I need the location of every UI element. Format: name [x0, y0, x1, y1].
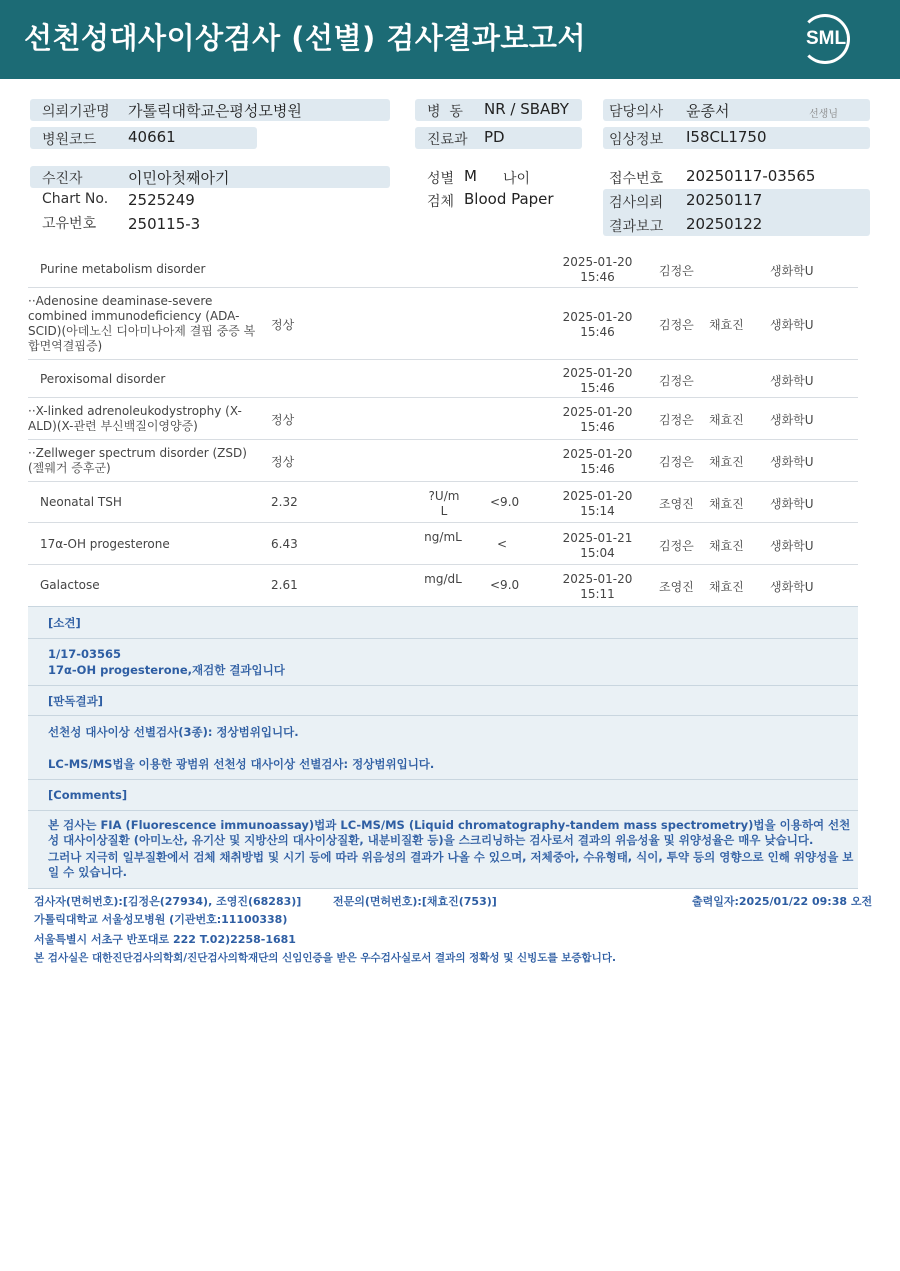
dept-label: 진료과	[427, 132, 468, 148]
tester: 김정은	[659, 455, 694, 469]
reading-line2: LC-MS/MS법을 이용한 광범위 선천성 대사이상 선별검사: 정상범위입니다.	[48, 757, 435, 771]
opinion-line2: 17α-OH progesterone,재검한 결과입니다	[48, 663, 285, 677]
hospital-code-value: 40661	[128, 128, 176, 146]
test-result: 6.43	[271, 537, 298, 551]
footer-specialist: 전문의(면허번호):[채효진(753)]	[333, 895, 497, 908]
dept: 생화학U	[770, 497, 814, 511]
test-datetime: 2025-01-20 15:46	[562, 366, 633, 395]
request-value: 20250117	[686, 191, 763, 209]
comments-paragraph-2: 그러나 지극히 일부질환에서 검체 채취방법 및 시기 등에 따라 위음성의 결과가 나올 수 있으며, 저체중아, 수유형태, 식이, 투약 등의 영향으로 인해 위양성을 보일 수 있습니다.	[48, 850, 854, 879]
row-divider	[28, 564, 858, 565]
doctor-label: 담당의사	[609, 104, 664, 120]
sex-label: 성별	[427, 171, 455, 187]
report-value: 20250122	[686, 215, 763, 233]
unique-value: 250115-3	[128, 215, 201, 233]
test-datetime: 2025-01-20 15:46	[562, 405, 633, 434]
test-result: 정상	[271, 413, 295, 427]
patient-label: 수진자	[42, 171, 83, 187]
specimen-label: 검체	[427, 194, 455, 210]
tester: 김정은	[659, 264, 694, 278]
test-datetime: 2025-01-20 15:46	[562, 447, 633, 476]
chart-label: Chart No.	[42, 191, 109, 207]
ward-label: 병 동	[427, 104, 463, 120]
footer-org: 가톨릭대학교 서울성모병원 (기관번호:11100338)	[34, 913, 288, 926]
dept: 생화학U	[770, 539, 814, 553]
footer-certification: 본 검사실은 대한진단검사의학회/진단검사의학재단의 신임인증을 받은 우수검사실로서 결과의 정확성 및 신빙도를 보증합니다.	[34, 952, 616, 964]
specimen-value: Blood Paper	[464, 190, 554, 208]
clinical-value: I58CL1750	[686, 128, 767, 146]
test-name: Peroxisomal disorder	[40, 372, 166, 386]
test-name: ··X-linked adrenoleukodystrophy (X-ALD)(X-관련 부신백질이영양증)	[28, 404, 242, 433]
institution-value: 가톨릭대학교은평성모병원	[128, 102, 302, 120]
test-name: 17α-OH progesterone	[40, 537, 170, 551]
test-reference: <9.0	[490, 495, 520, 509]
chart-value: 2525249	[128, 191, 195, 209]
sml-logo	[798, 12, 854, 68]
test-result: 정상	[271, 455, 295, 469]
dept: 생화학U	[770, 455, 814, 469]
checker: 채효진	[709, 580, 744, 594]
test-reference: <	[497, 537, 508, 551]
test-datetime: 2025-01-20 15:46	[562, 255, 633, 284]
doctor-value: 윤종서	[686, 102, 730, 120]
report-header	[0, 0, 900, 79]
tester: 김정은	[659, 374, 694, 388]
notes-divider	[28, 888, 858, 889]
dept: 생화학U	[770, 318, 814, 332]
footer-testers: 검사자(면허번호):[김정은(27934), 조영진(68283)]	[34, 895, 302, 908]
institution-label: 의뢰기관명	[42, 104, 110, 120]
checker: 채효진	[709, 497, 744, 511]
report-title: 선천성대사이상검사 (선별) 검사결과보고서	[24, 21, 586, 55]
checker: 채효진	[709, 539, 744, 553]
dept: 생화학U	[770, 374, 814, 388]
report-label: 결과보고	[609, 219, 664, 235]
notes-divider	[28, 779, 858, 780]
tester: 김정은	[659, 318, 694, 332]
footer-address: 서울특별시 서초구 반포대로 222 T.02)2258-1681	[34, 933, 296, 946]
notes-divider	[28, 638, 858, 639]
notes-divider	[28, 715, 858, 716]
row-divider	[28, 397, 858, 398]
row-divider	[28, 439, 858, 440]
dept: 생화학U	[770, 264, 814, 278]
reading-line1: 선천성 대사이상 선별검사(3종): 정상범위입니다.	[48, 725, 299, 739]
notes-divider	[28, 685, 858, 686]
notes-divider	[28, 606, 858, 607]
receipt-label: 접수번호	[609, 171, 664, 187]
footer-printed: 출력일자:2025/01/22 09:38 오전	[692, 895, 873, 908]
opinion-line1: 1/17-03565	[48, 647, 121, 661]
test-datetime: 2025-01-21 15:04	[562, 531, 633, 560]
test-unit: ?U/mL	[428, 489, 460, 518]
notes-divider	[28, 810, 858, 811]
test-name: Galactose	[40, 578, 100, 592]
test-datetime: 2025-01-20 15:14	[562, 489, 633, 518]
clinical-label: 임상정보	[609, 132, 664, 148]
test-datetime: 2025-01-20 15:46	[562, 310, 633, 339]
hospital-code-label: 병원코드	[42, 132, 97, 148]
test-name: Purine metabolism disorder	[40, 262, 206, 276]
row-divider	[28, 522, 858, 523]
test-result: 2.32	[271, 495, 298, 509]
age-label: 나이	[503, 171, 531, 187]
dept: 생화학U	[770, 580, 814, 594]
sex-value: M	[464, 167, 477, 185]
dept: 생화학U	[770, 413, 814, 427]
comments-paragraph-1: 본 검사는 FIA (Fluorescence immunoassay)법과 LC-MS/MS (Liquid chromatography-tandem mass spectrometry)법을 이용하여 선천성 대사이상질환 (아미노산, 유기산 및 지방산의 대사이상질환, 내분비질환 등)을 스크리닝하는 검사로서 결과의 위음성율 및 위양성율은 매우 낮습니다.	[48, 818, 851, 847]
test-result: 2.61	[271, 578, 298, 592]
reading-title: [판독결과]	[48, 694, 103, 708]
tester: 조영진	[659, 497, 694, 511]
patient-value: 이민아첫째아기	[128, 169, 230, 187]
test-name: ··Adenosine deaminase-severe combined immunodeficiency (ADA-SCID)(아데노신 디아미나아제 결핍 중증 복합면역결핍증)	[28, 294, 256, 353]
request-label: 검사의뢰	[609, 195, 664, 211]
logo-text: SML	[805, 28, 847, 49]
comments-title: [Comments]	[48, 788, 128, 802]
test-unit: ng/mL	[424, 530, 462, 544]
test-name: ··Zellweger spectrum disorder (ZSD)(젤웨거 증후군)	[28, 446, 247, 475]
dept-value: PD	[484, 128, 505, 146]
test-result: 정상	[271, 318, 295, 332]
tester: 조영진	[659, 580, 694, 594]
checker: 채효진	[709, 413, 744, 427]
tester: 김정은	[659, 539, 694, 553]
doctor-suffix: 선생님	[809, 109, 838, 120]
test-reference: <9.0	[490, 578, 520, 592]
opinion-title: [소견]	[48, 616, 81, 630]
row-divider	[28, 287, 858, 288]
row-divider	[28, 359, 858, 360]
row-divider	[28, 481, 858, 482]
test-datetime: 2025-01-20 15:11	[562, 572, 633, 601]
checker: 채효진	[709, 318, 744, 332]
receipt-value: 20250117-03565	[686, 167, 816, 185]
tester: 김정은	[659, 413, 694, 427]
test-name: Neonatal TSH	[40, 495, 122, 509]
checker: 채효진	[709, 455, 744, 469]
unique-label: 고유번호	[42, 216, 97, 232]
test-unit: mg/dL	[424, 572, 462, 586]
ward-value: NR / SBABY	[484, 100, 569, 118]
